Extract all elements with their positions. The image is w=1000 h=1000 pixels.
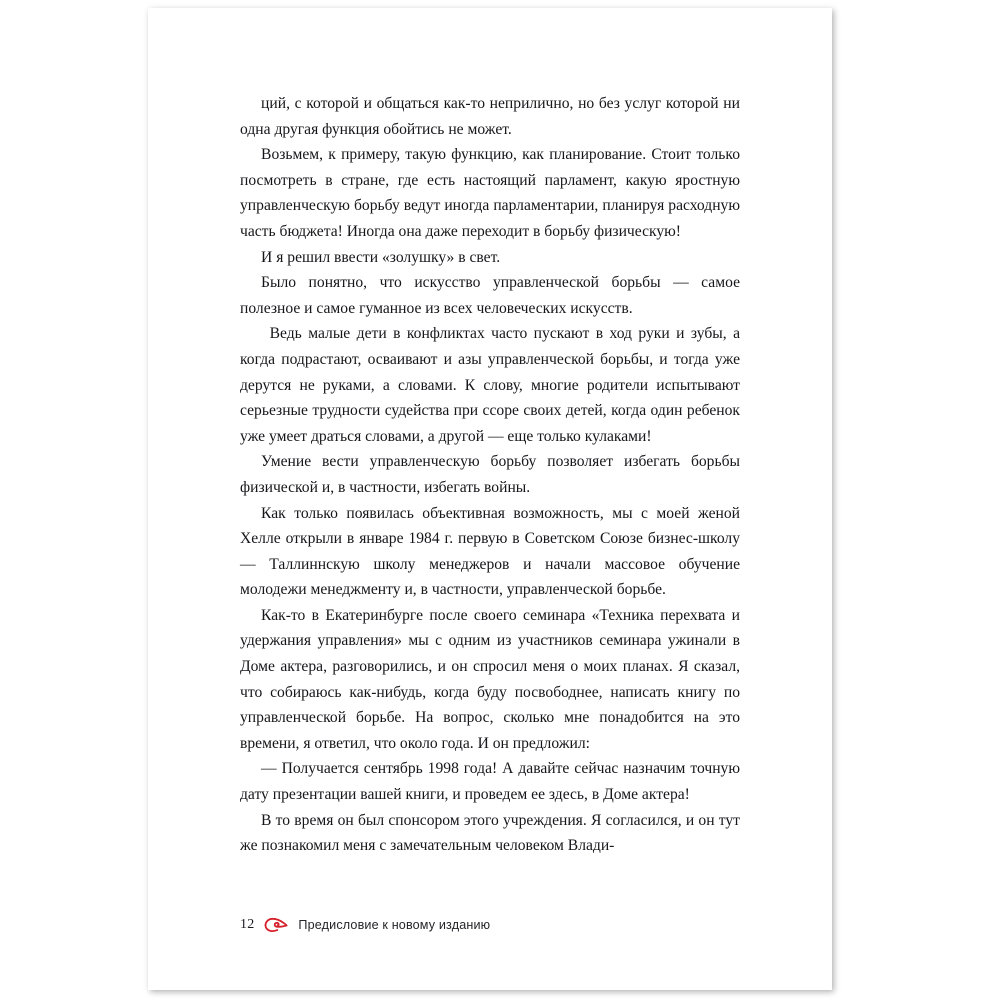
paragraph: Как только появилась объективная возможность, мы с моей женой Хелле открыли в январе 1984 г. первую в Советском Союзе бизнес-школу — Таллиннскую школу менеджеров и начали массовое обучение молодежи менеджменту и, в частности, управленческой борьбе. (240, 504, 740, 599)
page-body-text (240, 91, 740, 859)
paragraph: ций, с которой и общаться как-то неприлично, но без услуг которой ни одна другая функция обойтись не может. (240, 95, 740, 138)
page-number: 12 (240, 917, 255, 932)
paragraph: Умение вести управленческую борьбу позволяет избегать борьбы физической и, в частности, избегать войны. (240, 453, 740, 496)
book-page (148, 8, 832, 990)
publisher-ornament-icon (264, 917, 288, 933)
page-footer (240, 917, 740, 933)
running-title: Предисловие к новому изданию (298, 918, 491, 932)
paragraph: Как-то в Екатеринбурге после своего семинара «Техника перехвата и удержания управления» мы с одним из участников семинара ужинали в Доме актера, разговорились, и он спросил меня о моих планах. Я сказал, что собираюсь как-нибудь, когда буду посвободнее, написать книгу по управленческой борьбе. На вопрос, сколько мне понадобится на это времени, я ответил, что около года. И он предложил: (240, 606, 740, 752)
paragraph: — Получается сентябрь 1998 года! А давайте сейчас назначим точную дату презентации вашей книги, и проведем ее здесь, в Доме актера! (240, 760, 740, 804)
paragraph: И я решил ввести «золушку» в свет. (261, 248, 501, 266)
paragraph: Возьмем, к примеру, такую функцию, как планирование. Стоит только посмотреть в стране, где есть настоящий парламент, какую яростную управленческую борьбу ведут иногда парламентарии, планируя расходную часть бюджета! Иногда она даже переходит в борьбу физическую! (240, 146, 740, 240)
page-content-area (148, 8, 832, 990)
paragraph: Было понятно, что искусство управленческой борьбы — самое полезное и самое гуманное из всех человеческих искусств. (240, 274, 740, 317)
paragraph: В то время он был спонсором этого учреждения. Я согласился, и он тут же познакомил меня с замечательным человеком Влади- (240, 811, 740, 855)
paragraph: Ведь малые дети в конфликтах часто пускают в ход руки и зубы, а когда подрастают, осваивают и азы управленческой борьбы, и тогда уже дерутся не руками, а словами. К слову, многие родители испытывают серьезные трудности судейства при ссоре своих детей, когда один ребенок уже умеет драться словами, а другой — еще только кулаками! (240, 325, 740, 445)
